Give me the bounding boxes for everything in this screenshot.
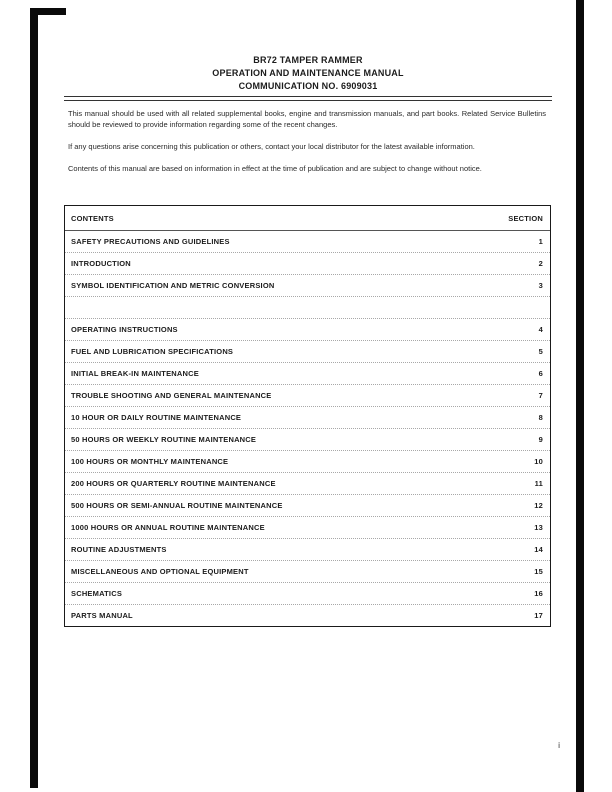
toc-row-fuel-lubrication [65,341,550,363]
toc-row-label: SCHEMATICS [71,589,123,598]
toc-row-label: 500 HOURS OR SEMI-ANNUAL ROUTINE MAINTENANCE [71,501,283,510]
toc-row-label: SAFETY PRECAUTIONS AND GUIDELINES [71,237,230,246]
toc-row-section: 11 [534,479,543,488]
toc-row-section: 3 [538,281,543,290]
toc-row-label: FUEL AND LUBRICATION SPECIFICATIONS [71,347,234,356]
section-column-header: SECTION [508,213,543,223]
scan-edge-top-left [30,8,66,15]
toc-row-section: 17 [534,611,543,620]
toc-row-schematics [65,583,550,605]
doc-title-communication-number: COMMUNICATION NO. 6909031 [238,81,378,91]
toc-row-introduction [65,253,550,275]
toc-row-parts-manual [65,605,550,626]
toc-row-section: 6 [538,369,543,378]
toc-row-label: 1000 HOURS OR ANNUAL ROUTINE MAINTENANCE [71,523,265,532]
toc-row-section: 7 [538,391,543,400]
contents-column-header: CONTENTS [71,213,114,223]
toc-row-label: 10 HOUR OR DAILY ROUTINE MAINTENANCE [71,413,242,422]
toc-row-500-hours [65,495,550,517]
toc-row-label: INITIAL BREAK-IN MAINTENANCE [71,369,199,378]
toc-row-label: 200 HOURS OR QUARTERLY ROUTINE MAINTENANCE [71,479,276,488]
toc-row-section: 14 [534,545,543,554]
contents-table [64,205,551,627]
intro-paragraph-2: If any questions arise concerning this publication or others, contact your local distributor for the latest available information. [68,142,475,151]
toc-row-label: OPERATING INSTRUCTIONS [71,325,178,334]
title-divider-rule [64,96,552,101]
toc-row-miscellaneous [65,561,550,583]
scan-edge-right [576,0,584,792]
doc-title-manual-type: OPERATION AND MAINTENANCE MANUAL [212,68,404,78]
doc-title-model: BR72 TAMPER RAMMER [253,55,363,65]
toc-row-label: INTRODUCTION [71,259,131,268]
contents-table-header [65,206,550,231]
toc-row-50-hours [65,429,550,451]
toc-row-initial-break-in [65,363,550,385]
toc-row-section: 12 [534,501,543,510]
toc-row-section: 4 [538,325,543,334]
toc-row-section: 5 [538,347,543,356]
toc-row-section: 10 [534,457,543,466]
toc-row-label: MISCELLANEOUS AND OPTIONAL EQUIPMENT [71,567,249,576]
toc-row-section: 9 [538,435,543,444]
toc-row-10-hour [65,407,550,429]
toc-row-blank [65,297,550,319]
introductory-text [68,108,546,185]
toc-row-section: 15 [534,567,543,576]
toc-row-label: 100 HOURS OR MONTHLY MAINTENANCE [71,457,229,466]
toc-row-section: 8 [538,413,543,422]
intro-paragraph-3: Contents of this manual are based on information in effect at the time of publication and are subject to change without notice. [68,164,482,173]
toc-row-section: 1 [538,237,543,246]
toc-row-safety [65,231,550,253]
toc-row-symbol-identification [65,275,550,297]
toc-row-label: PARTS MANUAL [71,611,133,620]
toc-row-trouble-shooting [65,385,550,407]
toc-row-label: TROUBLE SHOOTING AND GENERAL MAINTENANCE [71,391,272,400]
toc-row-section: 2 [538,259,543,268]
toc-row-200-hours [65,473,550,495]
toc-row-operating-instructions [65,319,550,341]
toc-row-label: 50 HOURS OR WEEKLY ROUTINE MAINTENANCE [71,435,257,444]
toc-row-section: 13 [534,523,543,532]
scan-edge-left [30,8,38,788]
toc-row-1000-hours [65,517,550,539]
title-block [66,54,550,93]
toc-row-label: SYMBOL IDENTIFICATION AND METRIC CONVERSION [71,281,275,290]
page-number: i [558,740,560,750]
toc-row-label: ROUTINE ADJUSTMENTS [71,545,167,554]
toc-row-routine-adjustments [65,539,550,561]
toc-row-section: 16 [534,589,543,598]
intro-paragraph-1: This manual should be used with all related supplemental books, engine and transmission manuals, and part books. Related Service Bulletins should be reviewed to provide information regarding some of the recent changes. [68,109,546,129]
toc-row-100-hours [65,451,550,473]
